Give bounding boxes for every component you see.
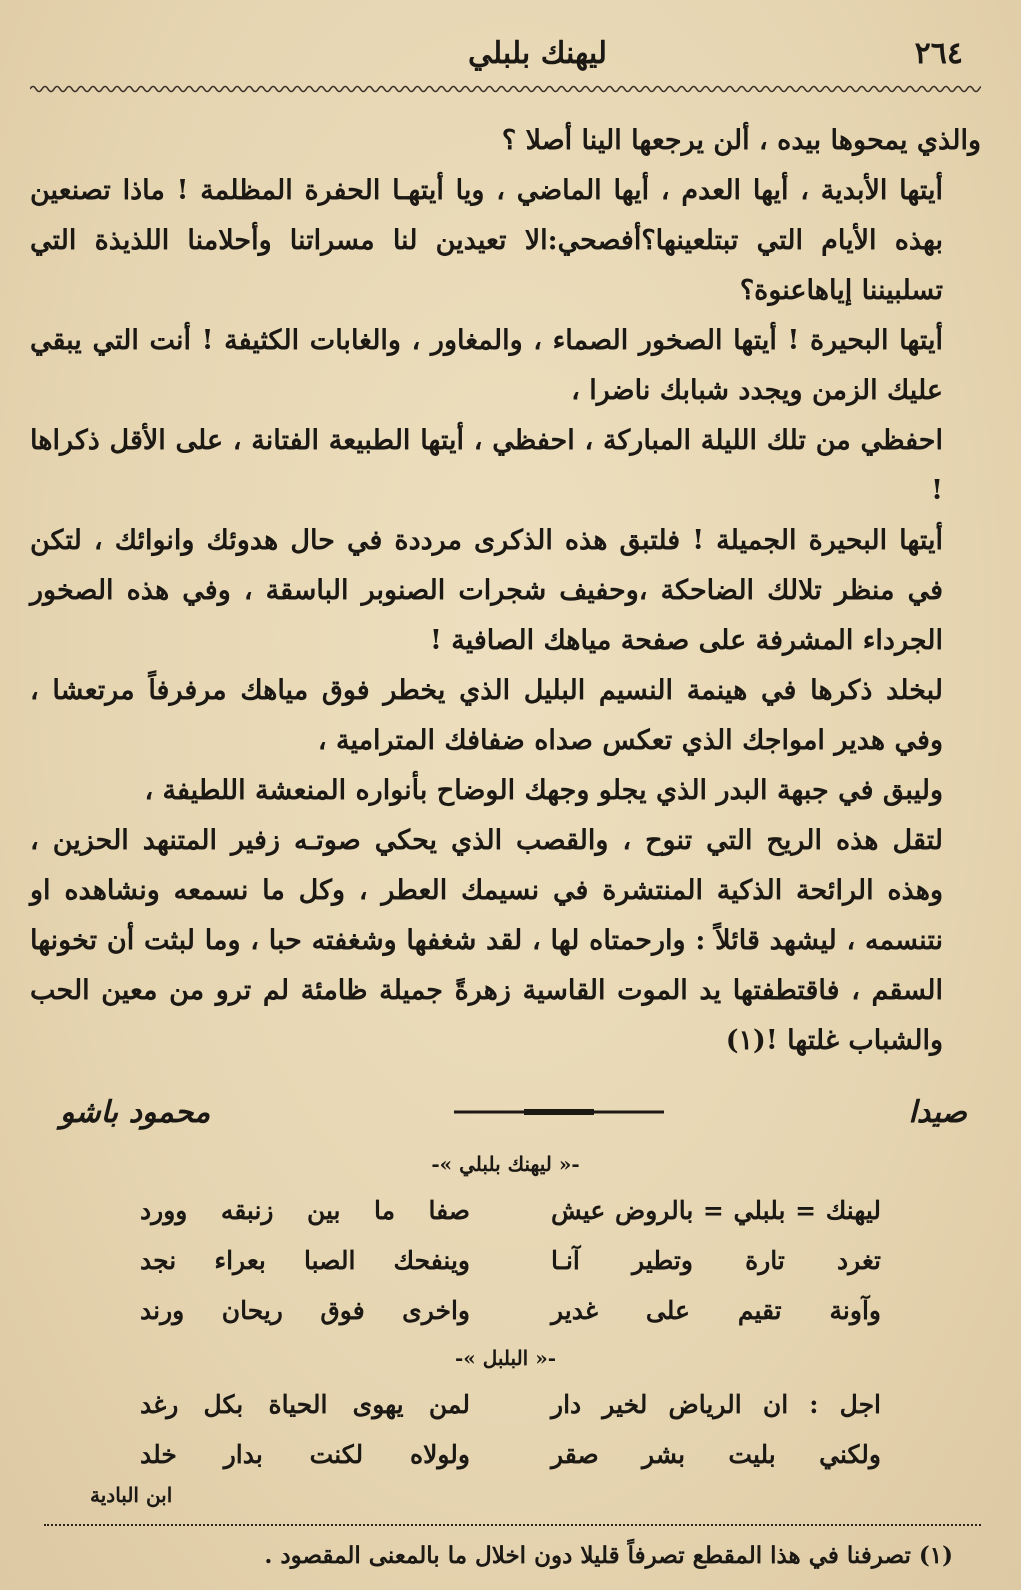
verse-second-hemistich: صفا ما بين زنبقه وورد [140,1196,470,1225]
verse-first-hemistich: ليهنك = بلبلي = بالروض عيش [551,1196,881,1225]
verse-second-hemistich: ولولاه لكنت بدار خلد [140,1440,470,1469]
verse-first-hemistich: اجل : ان الرياض لخير دار [551,1390,881,1419]
signature-author: محمود باشو [60,1094,211,1130]
poet-name: ابن البادية [90,1483,173,1507]
poem-verse [30,1430,981,1480]
wavy-header-rule [30,82,981,96]
paragraph: والذي يمحوها بيده ، ألن يرجعها الينا أصلا ؟ [501,125,981,156]
poem-title: -« ليهنك بلبلي »- [431,1152,580,1176]
paragraph: أيتها البحيرة الجميلة ! فلتبق هذه الذكرى مرددة في حال هدوئك وانوائك ، لتكن في منظر تلالك الضاحكة ،وحفيف شجرات الصنوبر الباسقة ، وفي هذه الصخور الجرداء المشرفة على صفحة مياهك الصافية ! [30,525,943,656]
poem-title: -« البلبل »- [454,1346,556,1370]
verse-second-hemistich: وينفحك الصبا بعراء نجد [140,1246,470,1275]
paragraph: أيتها الأبدية ، أيها العدم ، أيها الماضي ، ويا أيتهـا الحفرة المظلمة ! ماذا تصنعين بهذه الأيام التي تبتلعينها؟أفصحي:الا تعيدين لنا مسراتنا وأحلامنا اللذيذة التي تسلبيننا إياهاعنوة؟ [30,175,943,306]
signature-place: صيدا [908,1094,967,1130]
poem-verse [30,1380,981,1430]
paragraph: لتقل هذه الريح التي تنوح ، والقصب الذي يحكي صوتـه زفير المتنهد الحزين ، وهذه الرائحة الذكية المنتشرة في نسيمك العطر ، وكل ما نسمعه ونشاهده او نتنسمه ، ليشهد قائلاً : وارحمتاه لها ، لقد شغفها وشغفته حبا ، وما لبثت أن تخونها السقم ، فاقتطفتها يد الموت القاسية زهرةً جميلة ظامئة لم ترو من معين الحب والشباب غلتها !(١) [30,825,943,1056]
paragraph: أيتها البحيرة ! أيتها الصخور الصماء ، والمغاور ، والغابات الكثيفة ! أنت التي يبقي عليك الزمن ويجدد شبابك ناضرا ، [30,325,943,406]
poem-verse [30,1286,981,1336]
verse-second-hemistich: واخرى فوق ريحان ورند [140,1296,470,1325]
verse-first-hemistich: تغرد تارة وتطير آنـا [551,1246,881,1275]
verse-second-hemistich: لمن يهوى الحياة بكل رغد [140,1390,470,1419]
paragraph: لبخلد ذكرها في هينمة النسيم البليل الذي يخطر فوق مياهك مرفرفاً مرتعشا ، وفي هدير امواجك الذي تعكس صداه ضفافك المترامية ، [30,675,943,756]
verse-first-hemistich: وآونة تقيم على غدير [551,1296,881,1325]
article-body [30,116,981,1066]
poem-verse [30,1236,981,1286]
paragraph: وليبق في جبهة البدر الذي يجلو وجهك الوضاح بأنواره المنعشة اللطيفة ، [144,775,943,806]
page-header [30,30,981,76]
verse-first-hemistich: ولكني بليت بشر صقر [551,1440,881,1469]
running-title: ليهنك بلبلي [468,35,608,71]
poem-verse [30,1186,981,1236]
ornamental-divider [454,1106,664,1118]
page-number: ٢٦٤ [914,35,963,71]
paragraph: احفظي من تلك الليلة المباركة ، احفظي ، أيتها الطبيعة الفتانة ، على الأقل ذكراها ! [30,425,943,506]
signature-row [30,1082,981,1142]
footnote-divider [44,1524,981,1526]
footnote: (١) تصرفنا في هذا المقطع تصرفاً قليلا دون اخلال ما بالمعنى المقصود . [264,1542,953,1569]
